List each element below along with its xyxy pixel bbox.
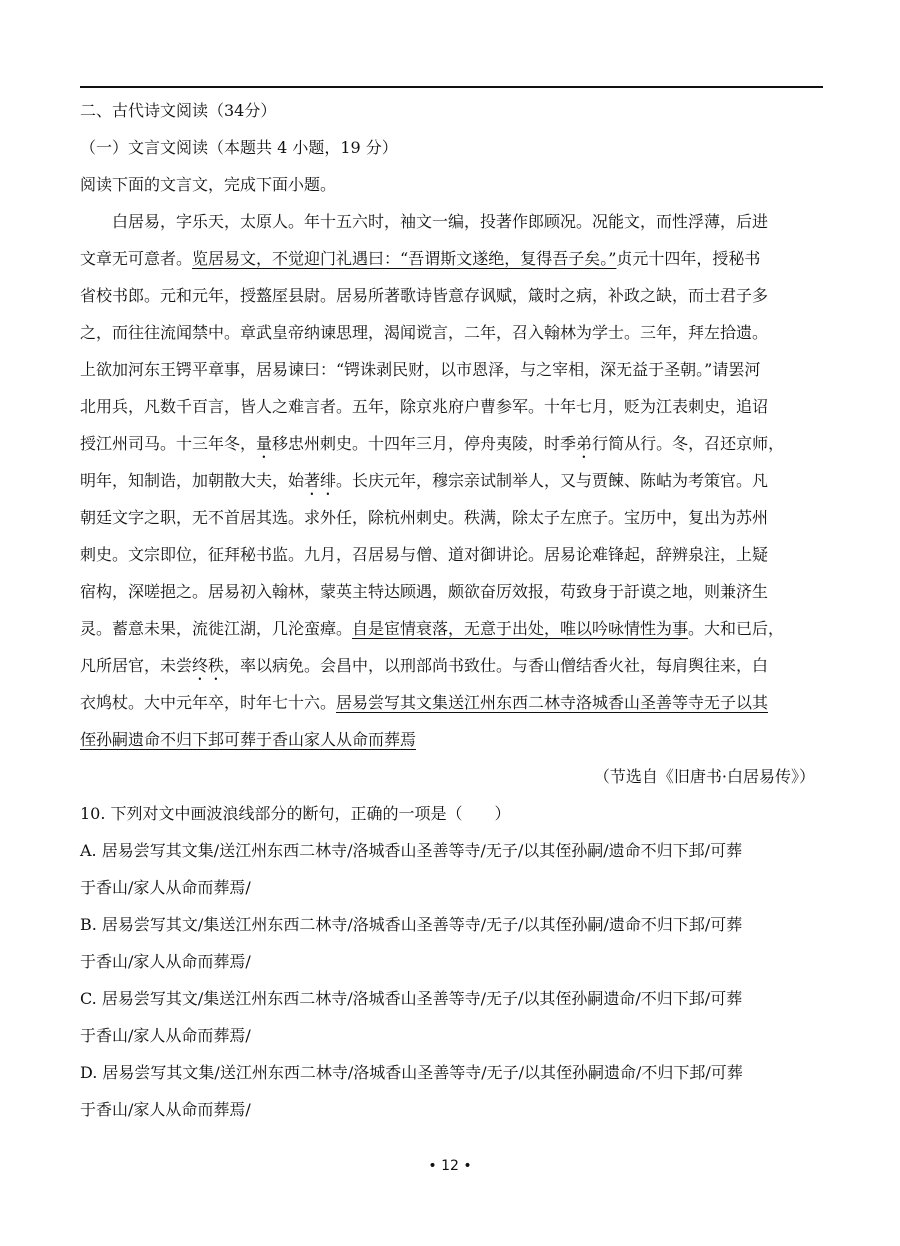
passage-text: 移忠州刺史。十四年三月，停舟夷陵，时季	[272, 434, 577, 453]
option-b-cont: 于香山/家人从命而葬焉/	[80, 952, 251, 971]
passage-line: 宿构，深嗟挹之。居易初入翰林，蒙英主特达顾遇，颇欲奋厉效报，苟致身于訏谟之地，则兼济生	[80, 582, 769, 601]
option-d: D. 居易尝写其文集/送江州东西二林寺/洛城香山圣善等寺/无子/以其侄孙嗣遗命/不归下邽/可葬	[80, 1063, 743, 1082]
passage-line	[80, 647, 825, 684]
passage-text: 衣鸠杖。大中元年卒，时年七十六。	[80, 693, 337, 712]
passage-line	[80, 462, 825, 499]
section-title: 二、古代诗文阅读（34分）	[80, 101, 277, 120]
page-content	[80, 92, 825, 1128]
question-10: 10. 下列对文中画波浪线部分的断句，正确的一项是（ ）	[80, 804, 511, 823]
wavy-underlined-text: 居易尝写其文集送江州东西二林寺洛城香山圣善等寺无子以其	[336, 693, 769, 712]
passage-text: 明年，知制诰，加朝散大夫，始	[80, 471, 305, 490]
passage-line	[80, 721, 825, 758]
option-c-cont: 于香山/家人从命而葬焉/	[80, 1026, 251, 1045]
passage-line: 朝廷文字之职，无不首居其选。求外任，除杭州刺史。秩满，除太子左庶子。宝历中，复出为苏州	[80, 508, 769, 527]
top-rule	[80, 86, 823, 88]
passage-text: 。大和已后，	[688, 619, 785, 638]
underlined-sentence: 自是宦情衰落，无意于出处，唯以吟咏情性为事	[352, 619, 689, 638]
option-c: C. 居易尝写其文/集送江州东西二林寺/洛城香山圣善等寺/无子/以其侄孙嗣遗命/不归下邽/可葬	[80, 989, 743, 1008]
dotted-word: 弟	[576, 434, 593, 453]
passage-line	[80, 425, 825, 462]
passage-text: 贞元十四年，授秘书	[616, 249, 761, 268]
wavy-underlined-text: 侄孙嗣遗命不归下邽可葬于香山家人从命而葬焉	[80, 730, 417, 749]
dotted-word: 终秩	[192, 656, 225, 675]
passage-text: 。长庆元年，穆宗亲试制举人，又与贾餗、陈岵为考策官。凡	[336, 471, 769, 490]
passage-text: 凡所居官，未尝	[80, 656, 193, 675]
sub-title: （一）文言文阅读（本题共 4 小题，19 分）	[80, 138, 398, 157]
passage-line: 白居易，字乐天，太原人。年十五六时，袖文一编，投著作郎顾况。况能文，而性浮薄，后进	[112, 212, 769, 231]
passage	[80, 203, 825, 758]
passage-line: 省校书郎。元和元年，授盩厔县尉。居易所著歌诗皆意存讽赋，箴时之病，补政之缺，而士君子多	[80, 286, 769, 305]
dotted-word: 量	[256, 434, 273, 453]
passage-line: 之，而往往流闻禁中。章武皇帝纳谏思理，渴闻谠言，二年，召入翰林为学士。三年，拜左拾遗。	[80, 323, 769, 342]
passage-text: 行简从行。冬，召还京师，	[592, 434, 785, 453]
passage-line	[80, 684, 825, 721]
passage-text: 灵。蓄意未果，流徙江湖，几沦蛮瘴。	[80, 619, 353, 638]
passage-text: ，率以病免。会昌中，以刑部尚书致仕。与香山僧结香火社，每肩舆往来，白	[224, 656, 769, 675]
passage-line	[80, 610, 825, 647]
instruction: 阅读下面的文言文，完成下面小题。	[80, 175, 337, 194]
passage-line: 北用兵，凡数千百言，皆人之难言者。五年，除京兆府户曹参军。十年七月，贬为江表刺史，追诏	[80, 397, 769, 416]
passage-line	[80, 240, 825, 277]
option-d-cont: 于香山/家人从命而葬焉/	[80, 1100, 251, 1119]
passage-line: 刺史。文宗即位，征拜秘书监。九月，召居易与僧、道对御讲论。居易论难锋起，辞辨泉注，上疑	[80, 545, 769, 564]
passage-text: 授江州司马。十三年冬，	[80, 434, 257, 453]
option-b: B. 居易尝写其文/集送江州东西二林寺/洛城香山圣善等寺/无子/以其侄孙嗣/遗命不归下邽/可葬	[80, 915, 743, 934]
dotted-word: 著绯	[304, 471, 337, 490]
passage-source: （节选自《旧唐书·白居易传》）	[593, 767, 815, 786]
passage-line: 上欲加河东王锷平章事，居易谏曰：“锷诛剥民财，以市恩泽，与之宰相，深无益于圣朝。”请罢河	[80, 360, 761, 379]
underlined-sentence: 览居易文，不觉迎门礼遇曰：“吾谓斯文遂绝，复得吾子矣。”	[192, 249, 617, 268]
page-number: • 12 •	[428, 1158, 472, 1174]
passage-text: 文章无可意者。	[80, 249, 193, 268]
answer-options	[80, 832, 825, 1128]
option-a-cont: 于香山/家人从命而葬焉/	[80, 878, 251, 897]
option-a: A. 居易尝写其文集/送江州东西二林寺/洛城香山圣善等寺/无子/以其侄孙嗣/遗命不归下邽/可葬	[80, 841, 743, 860]
